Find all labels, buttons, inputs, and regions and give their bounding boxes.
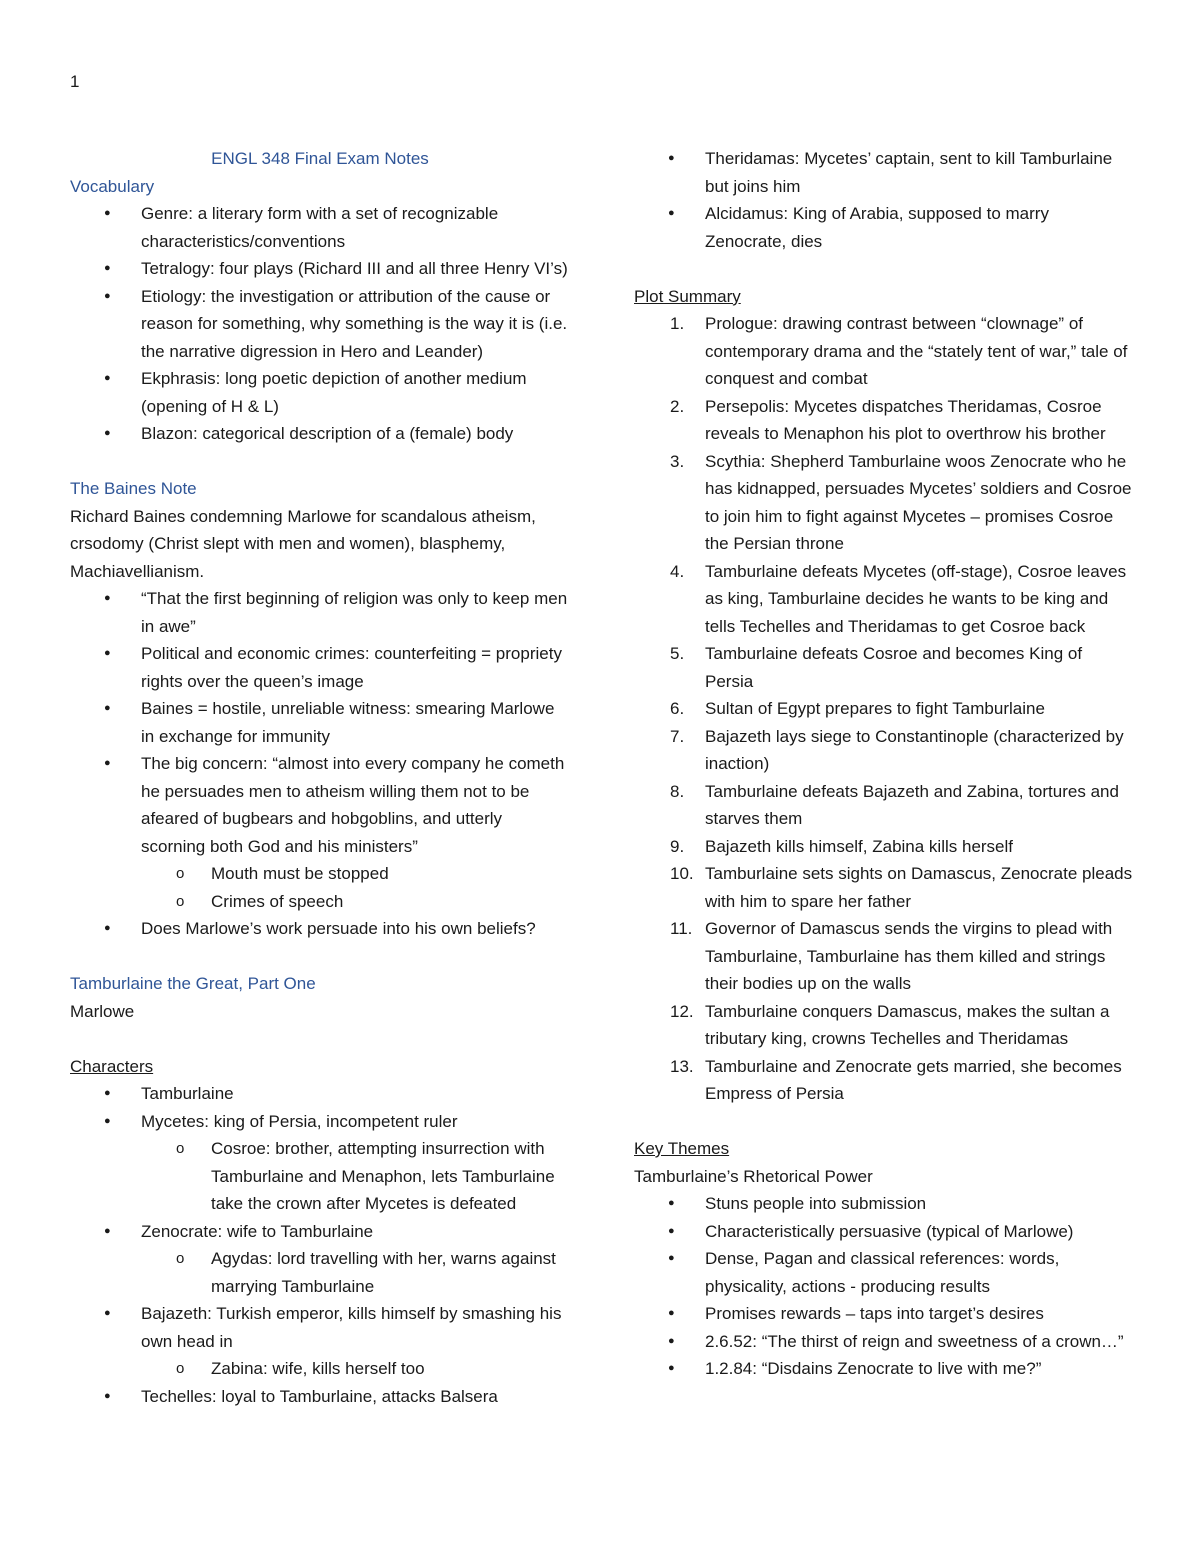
list-item: ● Alcidamus: King of Arabia, supposed to marry Zenocrate, dies — [634, 200, 1134, 255]
plot-item — [634, 695, 1134, 723]
characters-heading: Characters — [70, 1056, 154, 1076]
plot-item — [634, 393, 1134, 448]
list-item: ● Political and economic crimes: counterfeiting = propriety rights over the queen’s image — [70, 640, 570, 695]
plot-text: Tamburlaine conquers Damascus, makes the sultan a tributary king, crowns Techelles and Theridamas — [705, 1001, 1110, 1048]
plot-item — [634, 778, 1134, 833]
list-item: ● Characteristically persuasive (typical of Marlowe) — [634, 1218, 1134, 1246]
list-item: ● Techelles: loyal to Tamburlaine, attacks Balsera — [70, 1383, 570, 1411]
characters-list-continued — [634, 145, 1134, 255]
plot-item — [634, 915, 1134, 998]
list-item: ● Mycetes: king of Persia, incompetent ruler — [70, 1108, 570, 1136]
plot-text: Bajazeth kills himself, Zabina kills herself — [705, 836, 1014, 856]
list-item: ● Dense, Pagan and classical references: words, physicality, actions - producing results — [634, 1245, 1134, 1300]
plot-number: 10. — [670, 864, 694, 883]
vocabulary-list — [70, 200, 570, 448]
plot-number: 12. — [670, 1001, 694, 1021]
plot-number: 9. — [670, 836, 685, 856]
list-item: ● Etiology: the investigation or attribution of the cause or reason for something, why something is the way it is (i.e. the narrative digression in Hero and Leander) — [70, 283, 570, 366]
plot-item — [634, 1053, 1134, 1108]
plot-number: 4. — [670, 561, 685, 581]
plot-heading: Plot Summary — [634, 286, 741, 306]
plot-text: Prologue: drawing contrast between “clownage” of contemporary drama and the “stately tent of war,” tale of conquest and combat — [705, 314, 1128, 388]
themes-list — [634, 1190, 1134, 1383]
plot-number: 8. — [670, 781, 685, 801]
plot-number: 13. — [670, 1056, 694, 1076]
plot-number: 1. — [670, 314, 685, 333]
plot-item — [634, 310, 1134, 393]
plot-text: Bajazeth lays siege to Constantinople (characterized by inaction) — [705, 726, 1124, 773]
document-title: ENGL 348 Final Exam Notes — [211, 149, 429, 168]
list-item: ● Ekphrasis: long poetic depiction of another medium (opening of H & L) — [70, 365, 570, 420]
list-item: ● Tetralogy: four plays (Richard III and all three Henry VI’s) — [70, 255, 570, 283]
list-item: ● Promises rewards – taps into target’s desires — [634, 1300, 1134, 1328]
plot-item — [634, 723, 1134, 778]
author: Marlowe — [70, 1001, 135, 1021]
list-item: ● 2.6.52: “The thirst of reign and sweetness of a crown…” — [634, 1328, 1134, 1356]
sub-list-item: o Mouth must be stopped — [70, 860, 570, 888]
list-item: ● Does Marlowe’s work persuade into his own beliefs? — [70, 915, 570, 943]
plot-text: Persepolis: Mycetes dispatches Theridamas, Cosroe reveals to Menaphon his plot to overthrow his brother — [705, 396, 1106, 443]
list-item: ● Stuns people into submission — [634, 1190, 1134, 1218]
plot-number: 6. — [670, 699, 685, 718]
plot-item — [634, 998, 1134, 1053]
list-item: ● 1.2.84: “Disdains Zenocrate to live with me?” — [634, 1355, 1134, 1383]
plot-number: 2. — [670, 396, 685, 416]
list-item: ● Zenocrate: wife to Tamburlaine — [70, 1218, 570, 1246]
plot-text: Tamburlaine defeats Bajazeth and Zabina, tortures and starves them — [705, 781, 1119, 828]
plot-text: Governor of Damascus sends the virgins to plead with Tamburlaine, Tamburlaine has them killed and strings their bodies up on the walls — [705, 919, 1113, 993]
vocabulary-heading: Vocabulary — [70, 176, 155, 196]
plot-item — [634, 833, 1134, 861]
plot-text: Tamburlaine defeats Mycetes (off-stage), Cosroe leaves as king, Tamburlaine decides he wants to be king and tells Techelles and Theridamas to get Cosroe back — [705, 561, 1127, 636]
plot-number: 5. — [670, 644, 685, 663]
baines-list — [70, 585, 570, 943]
sub-list-item: o Zabina: wife, kills herself too — [70, 1355, 570, 1383]
sub-list-item: o Agydas: lord travelling with her, warns against marrying Tamburlaine — [70, 1245, 570, 1300]
baines-heading: The Baines Note — [70, 479, 197, 498]
tamburlaine-heading: Tamburlaine the Great, Part One — [70, 974, 316, 993]
sub-list-item: o Cosroe: brother, attempting insurrection with Tamburlaine and Menaphon, lets Tamburlaine take the crown after Mycetes is defeated — [70, 1135, 570, 1218]
baines-intro: Richard Baines condemning Marlowe for scandalous atheism, crsodomy (Christ slept with men and women), blasphemy, Machiavellianism. — [70, 506, 536, 581]
sub-list-item: o Crimes of speech — [70, 888, 570, 916]
list-item: ● Baines = hostile, unreliable witness: smearing Marlowe in exchange for immunity — [70, 695, 570, 750]
plot-text: Scythia: Shepherd Tamburlaine woos Zenocrate who he has kidnapped, persuades Mycetes’ soldiers and Cosroe to join him to fight against Mycetes – promises Cosroe the Persian throne — [705, 451, 1132, 553]
plot-number: 7. — [670, 726, 685, 746]
list-item: ● Tamburlaine — [70, 1080, 570, 1108]
plot-text: Tamburlaine defeats Cosroe and becomes King of Persia — [705, 644, 1083, 691]
list-item: ● Blazon: categorical description of a (female) body — [70, 420, 570, 448]
list-item: ● Genre: a literary form with a set of recognizable characteristics/conventions — [70, 200, 570, 255]
list-item: ● “That the first beginning of religion was only to keep men in awe” — [70, 585, 570, 640]
left-column — [70, 145, 570, 1410]
list-item: ● The big concern: “almost into every company he cometh he persuades men to atheism willing them not to be afeared of bugbears and hobgoblins, and utterly scorning both God and his ministers” — [70, 750, 570, 860]
list-item: ● Theridamas: Mycetes’ captain, sent to kill Tamburlaine but joins him — [634, 145, 1134, 200]
plot-item — [634, 448, 1134, 558]
plot-item — [634, 640, 1134, 695]
page-number: 1 — [70, 72, 80, 91]
plot-item — [634, 860, 1134, 915]
list-item: ● Bajazeth: Turkish emperor, kills himself by smashing his own head in — [70, 1300, 570, 1355]
plot-number: 3. — [670, 451, 685, 471]
plot-text: Tamburlaine and Zenocrate gets married, she becomes Empress of Persia — [705, 1056, 1122, 1103]
right-column — [634, 145, 1134, 1383]
themes-subheading: Tamburlaine’s Rhetorical Power — [634, 1166, 873, 1186]
plot-list — [634, 310, 1134, 1108]
themes-heading: Key Themes — [634, 1139, 730, 1158]
plot-text: Sultan of Egypt prepares to fight Tamburlaine — [705, 699, 1045, 718]
plot-text: Tamburlaine sets sights on Damascus, Zenocrate pleads with him to spare her father — [705, 864, 1133, 911]
plot-item — [634, 558, 1134, 641]
characters-list — [70, 1080, 570, 1410]
plot-number: 11. — [670, 919, 693, 938]
